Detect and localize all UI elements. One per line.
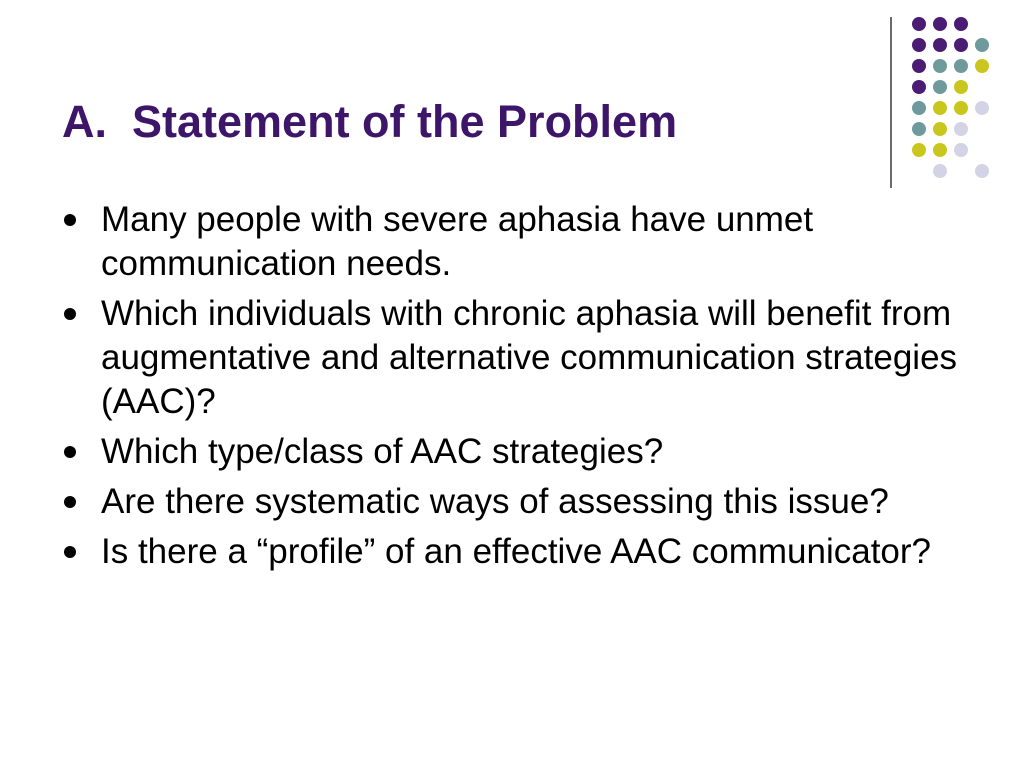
dot-lavender: [933, 164, 947, 178]
bullet-icon: [64, 446, 76, 458]
bullet-item: [62, 480, 962, 524]
dot-purple: [933, 38, 947, 52]
dot-lavender: [954, 122, 968, 136]
dot-purple: [912, 17, 926, 31]
bullet-text: Is there a “profile” of an effective AAC communicator?: [101, 532, 932, 571]
dot-purple: [912, 59, 926, 73]
dot-lavender: [954, 143, 968, 157]
dot-teal: [933, 80, 947, 94]
dot-teal: [912, 122, 926, 136]
dot-lavender: [975, 164, 989, 178]
bullet-text: Are there systematic ways of assessing this issue?: [101, 482, 889, 521]
dot-yellow: [975, 59, 989, 73]
bullet-item: [62, 430, 962, 474]
bullet-icon: [64, 308, 76, 320]
dot-purple: [912, 80, 926, 94]
dot-teal: [912, 101, 926, 115]
bullet-list: [62, 198, 962, 580]
bullet-icon: [64, 214, 76, 226]
dot-lavender: [975, 101, 989, 115]
dot-purple: [954, 17, 968, 31]
dot-yellow: [933, 122, 947, 136]
dot-yellow: [912, 143, 926, 157]
bullet-text: Which type/class of AAC strategies?: [101, 432, 664, 471]
dot-yellow: [933, 143, 947, 157]
dot-purple: [912, 38, 926, 52]
bullet-icon: [64, 546, 76, 558]
dot-teal: [975, 38, 989, 52]
dot-yellow: [933, 101, 947, 115]
bullet-text: Which individuals with chronic aphasia will benefit from augmentative and alternative communication strategies (AAC)?: [101, 294, 958, 421]
dot-purple: [954, 38, 968, 52]
bullet-text: Many people with severe aphasia have unmet communication needs.: [101, 200, 814, 283]
dot-teal: [954, 59, 968, 73]
dot-teal: [933, 59, 947, 73]
bullet-item: [62, 198, 962, 286]
dot-purple: [933, 17, 947, 31]
bullet-item: [62, 292, 962, 424]
decorative-dot-grid: [0, 0, 1024, 200]
dot-yellow: [954, 101, 968, 115]
bullet-item: [62, 530, 962, 574]
bullet-icon: [64, 496, 76, 508]
dot-yellow: [954, 80, 968, 94]
slide-title: A. Statement of the Problem: [62, 96, 678, 147]
